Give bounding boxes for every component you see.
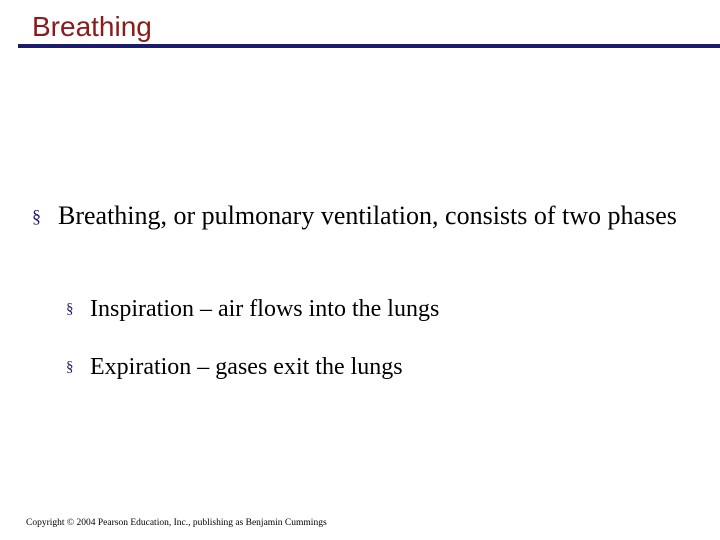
bullet-marker-icon: §: [32, 206, 41, 226]
copyright-footer: Copyright © 2004 Pearson Education, Inc., publishing as Benjamin Cummings: [26, 518, 327, 528]
sub-bullet-marker-icon: §: [66, 359, 74, 375]
sub-bullet-item-inspiration: [66, 294, 696, 324]
sub-bullet-marker-icon: §: [66, 301, 74, 317]
sub-bullet-text: Expiration – gases exit the lungs: [90, 354, 403, 380]
sub-bullet-item-expiration: [66, 352, 696, 382]
bullet-text: Breathing, or pulmonary ventilation, consists of two phases: [58, 201, 677, 230]
slide-title: Breathing: [32, 11, 152, 42]
bullet-item: [32, 199, 702, 233]
title-underline-rule: [18, 44, 720, 48]
sub-bullet-text: Inspiration – air flows into the lungs: [90, 296, 440, 322]
